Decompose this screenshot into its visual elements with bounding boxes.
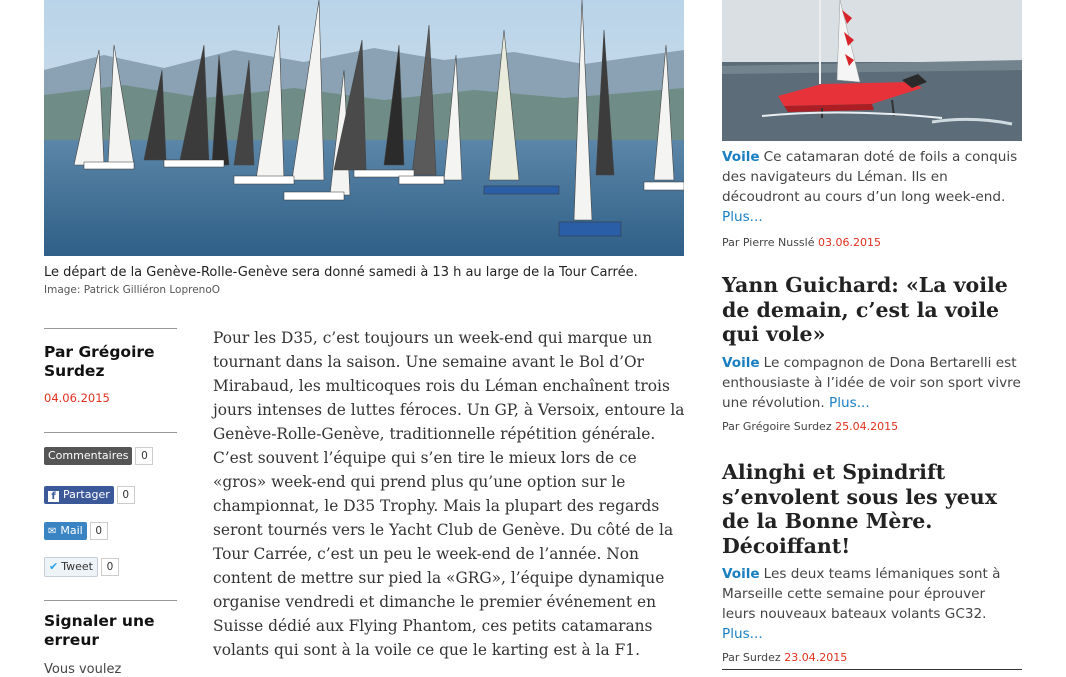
publish-date: 04.06.2015 xyxy=(44,391,110,405)
byline-author: Par Pierre Nusslé xyxy=(722,236,815,249)
tweet-button[interactable] xyxy=(44,557,98,577)
teaser-text: Les deux teams lémaniques sont à Marseille cette semaine pour éprouver leurs nouveaux bateaux volants GC32. xyxy=(722,566,1001,622)
author-name[interactable]: Par Grégoire Surdez xyxy=(44,343,155,380)
sidebar-article-2-text xyxy=(722,353,1022,413)
sidebar-article-title[interactable]: Yann Guichard: «La voile de demain, c’est la voile qui vole» xyxy=(722,273,1008,346)
byline-date: 23.04.2015 xyxy=(784,651,848,664)
sidebar-article-2[interactable] xyxy=(722,273,1022,433)
facebook-count: 0 xyxy=(117,486,135,504)
mail-icon: ✉ xyxy=(48,525,57,537)
tweet-count: 0 xyxy=(101,558,119,576)
divider xyxy=(44,432,177,433)
facebook-icon: f xyxy=(48,491,59,502)
photo-caption: Le départ de la Genève-Rolle-Genève sera donné samedi à 13 h au large de la Tour Carrée. xyxy=(44,265,638,280)
category-tag[interactable]: Voile xyxy=(722,354,760,371)
teaser-text: Le compagnon de Dona Bertarelli est enthousiaste à l’idée de voir son sport vivre une révolution. xyxy=(722,354,1021,411)
author-box xyxy=(44,328,177,405)
sidebar-photo[interactable] xyxy=(722,0,1022,141)
more-link[interactable]: Plus... xyxy=(722,209,763,225)
mail-share-button[interactable] xyxy=(44,522,87,540)
sidebar-article-3-text xyxy=(722,564,1022,644)
category-tag[interactable]: Voile xyxy=(722,149,760,165)
sidebar-article-title[interactable]: Alinghi et Spindrift s’envolent sous les yeux de la Bonne Mère. Décoiffant! xyxy=(722,460,997,558)
facebook-share-button[interactable] xyxy=(44,486,114,504)
byline xyxy=(722,420,1022,433)
comments-button[interactable]: Commentaires xyxy=(44,447,132,465)
mail-share[interactable] xyxy=(44,520,177,540)
byline-author: Par Surdez xyxy=(722,651,781,664)
report-error-title[interactable]: Signaler une erreur xyxy=(44,612,155,649)
comments-share[interactable] xyxy=(44,445,177,465)
divider xyxy=(722,669,1022,670)
category-tag[interactable]: Voile xyxy=(722,566,760,582)
twitter-icon: ✔ xyxy=(49,559,59,573)
report-error-text: Vous voulez xyxy=(44,662,122,677)
sidebar-article-1-text xyxy=(722,147,1022,227)
byline-date: 03.06.2015 xyxy=(817,236,881,249)
mail-share-label: Mail xyxy=(60,523,83,537)
tweet-share[interactable] xyxy=(44,556,177,577)
divider xyxy=(44,328,177,329)
sidebar-article-1[interactable] xyxy=(722,147,1022,249)
article-body: Pour les D35, c’est toujours un week-end qui marque un tournant dans la saison. Une semaine avant le Bol d’Or Mirabaud, les multicoques rois du Léman enchaînent trois jours intenses de luttes féroces. Un GP, à Versoix, entoure la Genève-Rolle-Genève, traditionnelle répétition générale. C’est souvent l’équipe qui s’en tire le mieux lors de ce «gros» week-end qui prend plus qu’une option sur le championnat, le D35 Trophy. Mais la plupart des regards seront tournés vers le Yacht Club de Genève. Du côté de la Tour Carrée, c’est un peu le week-end de l’année. Non content de mettre sur pied la «GRG», l’équipe dynamique organise vendredi et dimanche le premier événement en Suisse dédié aux Flying Phantom, ces petits catamarans volants qui sont à la voile ce que le karting est à la F1. xyxy=(213,329,685,659)
facebook-share[interactable] xyxy=(44,484,177,504)
facebook-share-label: Partager xyxy=(63,487,110,501)
photo-credit: Image: Patrick Gilliéron LoprenoO xyxy=(44,284,221,296)
tweet-label: Tweet xyxy=(61,559,93,573)
comments-count: 0 xyxy=(135,447,153,465)
more-link[interactable]: Plus... xyxy=(722,626,763,642)
more-link[interactable]: Plus... xyxy=(829,394,870,411)
hero-photo xyxy=(44,0,684,256)
divider xyxy=(44,600,177,601)
byline-author: Par Grégoire Surdez xyxy=(722,419,832,433)
byline xyxy=(722,651,1022,664)
teaser-text: Ce catamaran doté de foils a conquis des navigateurs du Léman. Ils en découdront au cours d’un long week-end. xyxy=(722,149,1018,205)
mail-count: 0 xyxy=(90,522,108,540)
sidebar-article-3[interactable] xyxy=(722,460,1022,664)
byline-date: 25.04.2015 xyxy=(835,419,899,433)
byline xyxy=(722,236,1022,249)
